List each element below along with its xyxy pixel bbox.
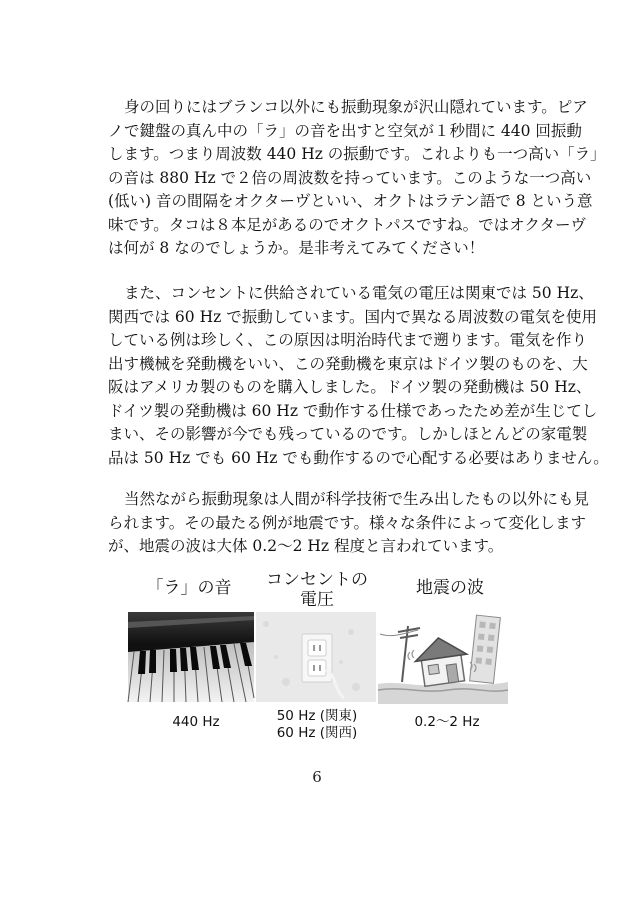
figure-value-piano	[128, 714, 264, 731]
earthquake-house-illustration-icon	[378, 604, 508, 704]
text-line: 関西では 60 Hz で振動しています。国内で異なる周波数の電気を使用	[108, 307, 597, 326]
text-line: (低い) 音の間隔をオクターヴといい、オクトはラテン語で 8 という意	[108, 192, 593, 210]
page-number: 6	[312, 768, 322, 786]
figure-caption-earthquake	[390, 578, 510, 598]
text-line: 阪はアメリカ製のものを購入しました。ドイツ製の発動機は 50 Hz、	[108, 378, 592, 396]
paragraph-2	[108, 282, 609, 470]
piano-keys-photo-icon	[128, 612, 254, 702]
text-line: の音は 880 Hz で２倍の周波数を持っています。このような一つ高い	[108, 168, 592, 187]
caption-line: 地震の波	[416, 578, 484, 598]
text-line: まい、その影響が今でも残っているのです。しかしほとんどの家電製	[108, 425, 588, 443]
paragraph-1	[108, 96, 606, 261]
wall-outlet-photo-icon	[256, 612, 376, 702]
caption-line: コンセントの	[266, 570, 368, 590]
text-line: 出す機械を発動機をいい、この発動機を東京はドイツ製のものを、大	[108, 354, 588, 373]
figure-value-earthquake	[384, 714, 510, 731]
text-line: られます。その最たる例が地震です。様々な条件によって変化します	[108, 513, 587, 532]
text-line: ドイツ製の発動機は 60 Hz で動作する仕様であったため差が生じてし	[108, 401, 598, 420]
text-line: が、地震の波は大体 0.2〜2 Hz 程度と言われています。	[108, 537, 504, 555]
text-line: します。つまり周波数 440 Hz の振動です。これよりも一つ高い「ラ」	[108, 145, 606, 163]
value-line: 0.2〜2 Hz	[414, 714, 480, 730]
text-line: ノで鍵盤の真ん中の「ラ」の音を出すと空気が１秒間に 440 回振動	[108, 121, 582, 140]
value-line: 50 Hz (関東)	[276, 708, 358, 724]
figure-caption-piano	[128, 578, 250, 598]
text-line: は何が 8 なのでしょうか。是非考えてみてください！	[108, 239, 485, 257]
caption-line: 「ラ」の音	[146, 578, 232, 598]
value-line: 440 Hz	[172, 714, 220, 730]
text-line: また、コンセントに供給されている電気の電圧は関東では 50 Hz、	[124, 284, 594, 302]
text-line: 身の回りにはブランコ以外にも振動現象が沢山隠れています。ピア	[124, 98, 588, 116]
caption-line: 電圧	[300, 590, 334, 610]
value-line: 60 Hz (関西)	[276, 725, 358, 741]
text-line: 当然ながら振動現象は人間が科学技術で生み出したもの以外にも見	[124, 490, 590, 508]
figure-caption-outlet	[252, 570, 382, 610]
text-line: している例は珍しく、この原因は明治時代まで遡ります。電気を作り	[108, 331, 587, 349]
figure-value-outlet	[252, 708, 382, 742]
text-line: 品は 50 Hz でも 60 Hz でも動作するので心配する必要はありません。	[108, 448, 609, 467]
paragraph-3	[108, 488, 590, 559]
text-line: 味です。タコは８本足があるのでオクトパスですね。ではオクターヴ	[108, 215, 587, 234]
